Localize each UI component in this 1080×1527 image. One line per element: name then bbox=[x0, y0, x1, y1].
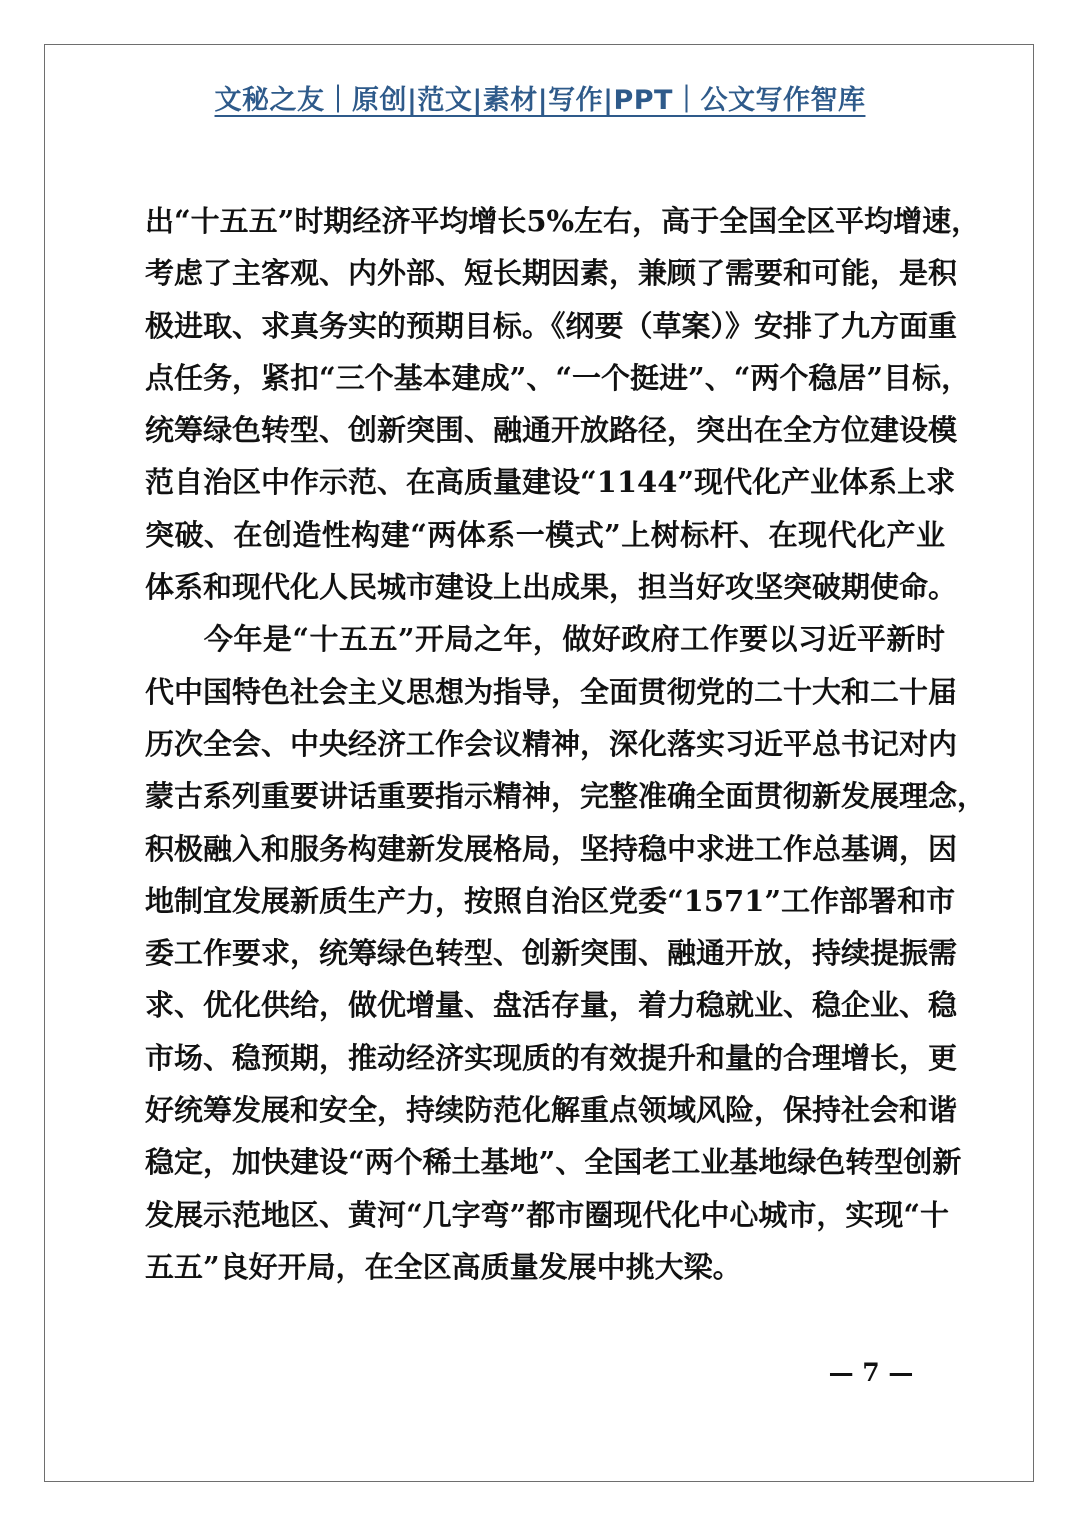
text-line: 突破、在创造性构建“两体系一模式”上树标杆、在现代化产业 bbox=[145, 517, 945, 552]
text-line: 发展示范地区、黄河“几字弯”都市圈现代化中心城市，实现“十 bbox=[145, 1197, 950, 1232]
text-line: 地制宜发展新质生产力，按照自治区党委“1571”工作部署和市 bbox=[145, 883, 956, 918]
text-line: 委工作要求，统筹绿色转型、创新突围、融通开放，持续提振需 bbox=[145, 936, 958, 971]
text-line: 蒙古系列重要讲话重要指示精神，完整准确全面贯彻新发展理念， bbox=[145, 779, 987, 814]
text-line: 出“十五五”时期经济平均增长5%左右，高于全国全区平均增速， bbox=[145, 204, 981, 238]
text-line: 稳定，加快建设“两个稀土基地”、全国老工业基地绿色转型创新 bbox=[145, 1145, 962, 1180]
text-line: 范自治区中作示范、在高质量建设“1144”现代化产业体系上求 bbox=[145, 465, 956, 500]
text-line: 求、优化供给，做优增量、盘活存量，着力稳就业、稳企业、稳 bbox=[145, 988, 958, 1023]
text-line: 五五”良好开局，在全区高质量发展中挑大梁。 bbox=[145, 1249, 742, 1284]
header-title: 文秘之友｜原创|范文|素材|写作|PPT｜公文写作智库 bbox=[214, 85, 866, 116]
text-line: 体系和现代化人民城市建设上出成果，担当好攻坚突破期使命。 bbox=[145, 570, 958, 605]
page-number: — 7 — bbox=[828, 1358, 914, 1387]
text-line: 历次全会、中央经济工作会议精神，深化落实习近平总书记对内 bbox=[145, 726, 958, 761]
body-text bbox=[145, 195, 987, 1293]
text-line: 积极融入和服务构建新发展格局，坚持稳中求进工作总基调，因 bbox=[145, 831, 958, 866]
text-line: 市场、稳预期，推动经济实现质的有效提升和量的合理增长，更 bbox=[145, 1040, 958, 1075]
text-line: 考虑了主客观、内外部、短长期因素，兼顾了需要和可能，是积 bbox=[145, 256, 958, 291]
text-line: 代中国特色社会主义思想为指导，全面贯彻党的二十大和二十届 bbox=[145, 674, 958, 709]
text-line: 今年是“十五五”开局之年，做好政府工作要以习近平新时 bbox=[145, 622, 945, 657]
text-line: 点任务，紧扣“三个基本建成”、“一个挺进”、“两个稳居”目标， bbox=[145, 360, 971, 395]
text-line: 极进取、求真务实的预期目标。《纲要（草案）》安排了九方面重 bbox=[145, 308, 958, 343]
text-line: 统筹绿色转型、创新突围、融通开放路径，突出在全方位建设模 bbox=[145, 413, 958, 448]
text-line: 好统筹发展和安全，持续防范化解重点领域风险，保持社会和谐 bbox=[145, 1093, 958, 1128]
